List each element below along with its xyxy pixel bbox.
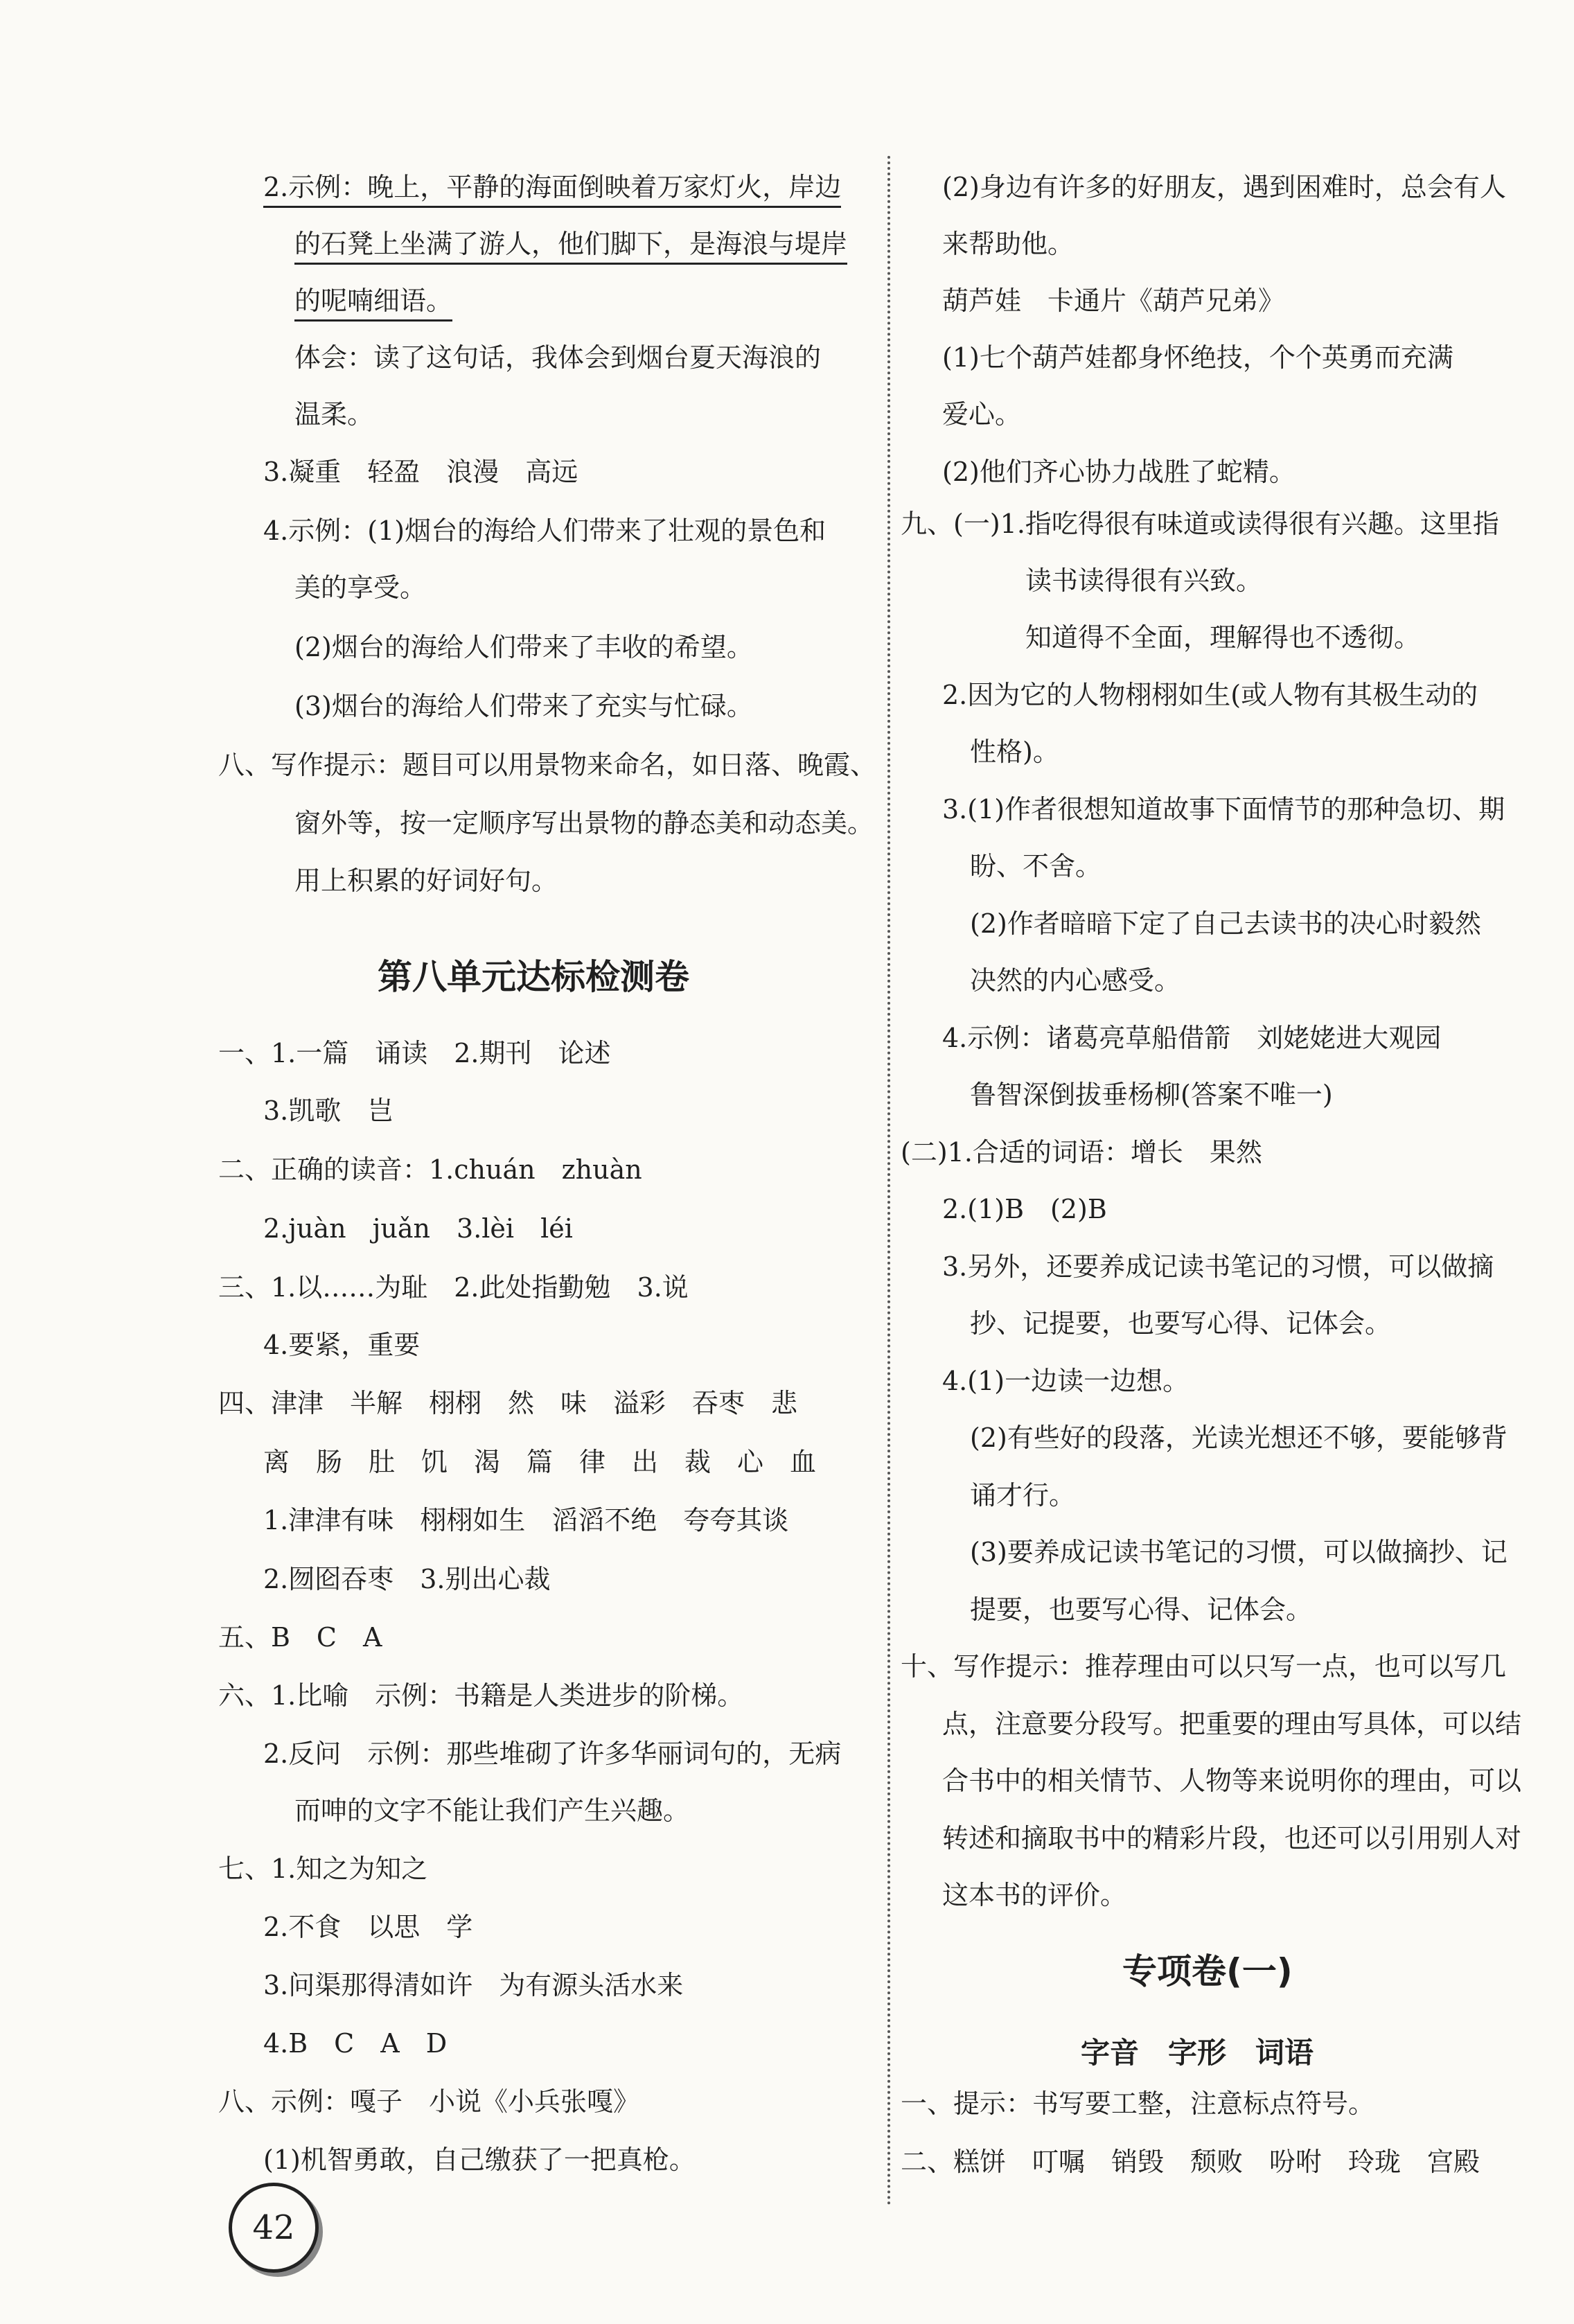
answer-line: 二、正确的读音：1.chuán zhuàn [218,1154,642,1185]
answer-line: 读书读得很有兴致。 [1025,565,1263,596]
answer-line: (3)烟台的海给人们带来了充实与忙碌。 [294,691,753,721]
answer-line: 而呻的文字不能让我们产生兴趣。 [294,1795,690,1826]
answer-line: 美的享受。 [294,572,427,603]
answer-line: 知道得不全面，理解得也不透彻。 [1025,622,1421,653]
answer-line: 温柔。 [294,399,374,430]
answer-line: 3.另外，还要养成记读书笔记的习惯，可以做摘 [942,1251,1494,1282]
answer-line: 4.B C A D [263,2028,448,2059]
answer-line: 来帮助他。 [942,229,1075,259]
answer-line: 九、(一)1.指吃得很有味道或读得很有兴趣。这里指 [901,509,1499,539]
section-title: 专项卷(一) [1122,1951,1293,1991]
answer-line: 二、糕饼 叮嘱 销毁 颓败 吩咐 玲珑 宫殿 [901,2147,1480,2177]
answer-line: 抄、记提要，也要写心得、记体会。 [970,1308,1392,1339]
answer-line: 决然的内心感受。 [970,965,1181,996]
answer-line: 十、写作提示：推荐理由可以只写一点，也可以写几 [901,1651,1507,1682]
answer-line: 诵才行。 [970,1480,1076,1511]
answer-line: 2.不食 以思 学 [263,1912,473,1942]
answer-line: 性格)。 [970,737,1059,767]
answer-line: 3.问渠那得清如许 为有源头活水来 [263,1970,684,2000]
answer-line: 3.凝重 轻盈 浪漫 高远 [263,457,578,487]
answer-line: 提要，也要写心得、记体会。 [970,1594,1313,1625]
answer-line: 鲁智深倒拔垂杨柳(答案不唯一) [970,1080,1333,1110]
answer-line: 的呢喃细语。 [294,285,452,322]
answer-line: 盼、不舍。 [970,851,1102,881]
subsection-title: 字音 字形 词语 [1081,2036,1314,2070]
answer-line: (2)他们齐心协力战胜了蛇精。 [942,457,1296,487]
answer-line: 合书中的相关情节、人物等来说明你的理由，可以 [942,1766,1522,1796]
answer-line: (2)烟台的海给人们带来了丰收的希望。 [294,632,753,662]
answer-line: 2.juàn juǎn 3.lèi léi [263,1213,573,1244]
answer-line: 用上积累的好词好句。 [294,865,558,896]
answer-line: (2)有些好的段落，光读光想还不够，要能够背 [970,1423,1507,1453]
answer-line: 2.示例：晚上，平静的海面倒映着万家灯火，岸边 [263,171,841,208]
answer-line: 这本书的评价。 [942,1880,1127,1910]
column-divider [887,156,890,2207]
answer-line: 4.示例：(1)烟台的海给人们带来了壮观的景色和 [263,516,826,546]
answer-line: 2.囫囵吞枣 3.别出心裁 [263,1564,551,1594]
answer-line: 八、写作提示：题目可以用景物来命名，如日落、晚霞、 [218,750,877,780]
answer-line: 3.凯歌 岂 [263,1095,394,1126]
answer-line: 葫芦娃 卡通片《葫芦兄弟》 [942,285,1285,316]
answer-line: 2.(1)B (2)B [942,1194,1107,1224]
answer-line: 1.津津有味 栩栩如生 滔滔不绝 夸夸其谈 [263,1505,789,1535]
answer-line: 一、1.一篇 诵读 2.期刊 论述 [218,1038,611,1068]
answer-line: 离 肠 肚 饥 渴 篇 律 出 裁 心 血 [263,1447,817,1477]
answer-line: (2)作者暗暗下定了自己去读书的决心时毅然 [970,908,1481,939]
answer-line: 4.示例：诸葛亮草船借箭 刘姥姥进大观园 [942,1023,1442,1053]
answer-line: 4.要紧，重要 [263,1330,421,1360]
answer-line: 三、1.以……为耻 2.此处指勤勉 3.说 [218,1272,689,1303]
page-number: 42 [229,2183,319,2273]
answer-line: (2)身边有许多的好朋友，遇到困难时，总会有人 [942,172,1506,202]
answer-line: 窗外等，按一定顺序写出景物的静态美和动态美。 [294,808,874,838]
section-title: 第八单元达标检测卷 [378,957,689,997]
answer-line: 一、提示：书写要工整，注意标点符号。 [901,2088,1375,2119]
answer-line: 转述和摘取书中的精彩片段，也还可以引用别人对 [942,1823,1522,1854]
answer-line: 七、1.知之为知之 [218,1854,428,1884]
answer-line: (1)七个葫芦娃都身怀绝技，个个英勇而充满 [942,342,1453,373]
answer-line: 的石凳上坐满了游人，他们脚下，是海浪与堤岸 [294,228,847,265]
answer-line: 2.反问 示例：那些堆砌了许多华丽词句的，无病 [263,1738,842,1769]
answer-line: 体会：读了这句话，我体会到烟台夏天海浪的 [294,342,822,373]
answer-line: 爱心。 [942,399,1022,430]
answer-line: (二)1.合适的词语：增长 果然 [901,1137,1262,1168]
answer-line: (1)机智勇敢，自己缴获了一把真枪。 [263,2145,696,2175]
answer-line: 五、B C A [218,1622,382,1653]
answer-line: 4.(1)一边读一边想。 [942,1366,1190,1396]
answer-line: 八、示例：嘎子 小说《小兵张嘎》 [218,2086,640,2117]
answer-line: 四、津津 半解 栩栩 然 味 溢彩 吞枣 悲 [218,1388,798,1418]
answer-line: (3)要养成记读书笔记的习惯，可以做摘抄、记 [970,1537,1507,1567]
answer-line: 3.(1)作者很想知道故事下面情节的那种急切、期 [942,794,1505,825]
answer-line: 六、1.比喻 示例：书籍是人类进步的阶梯。 [218,1680,744,1711]
answer-line: 2.因为它的人物栩栩如生(或人物有其极生动的 [942,680,1478,710]
answer-line: 点，注意要分段写。把重要的理由写具体，可以结 [942,1709,1522,1739]
